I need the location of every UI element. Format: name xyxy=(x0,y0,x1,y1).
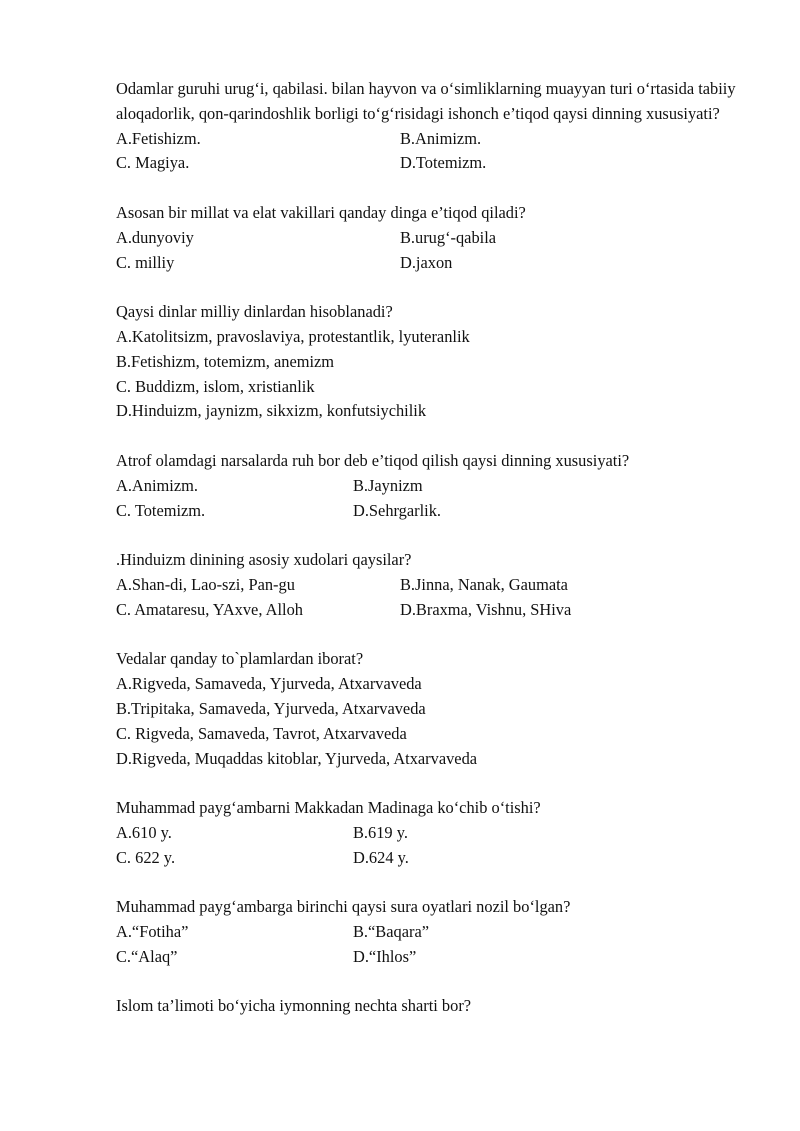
options-row xyxy=(116,474,746,499)
options-row xyxy=(116,945,746,970)
option-c: C. Amataresu, YAxve, Alloh xyxy=(116,599,303,619)
options-row xyxy=(116,151,746,176)
option-b: B.Jinna, Nanak, Gaumata xyxy=(400,574,568,594)
question-6 xyxy=(116,647,746,771)
option-a: A.Animizm. xyxy=(116,475,198,495)
question-text: Atrof olamdagi narsalarda ruh bor deb e’tiqod qilish qaysi dinning xususiyati? xyxy=(116,450,630,470)
option-c: C. Rigveda, Samaveda, Tavrot, Atxarvaveda xyxy=(116,723,407,743)
option-d: D.“Ihlos” xyxy=(353,946,417,966)
question-text: Odamlar guruhi urug‘i, qabilasi. bilan hayvon va o‘simliklarning muayyan turi o‘rtasida tabiiy aloqadorlik, qon-qarindoshlik borligi to‘g‘risidagi ishonch e’tiqod qaysi dinning xususiyati? xyxy=(116,79,736,123)
option-c: C. Magiya. xyxy=(116,153,190,173)
option-b: B.Tripitaka, Samaveda, Yjurveda, Atxarvaveda xyxy=(116,698,426,718)
option-a: A.Shan-di, Lao-szi, Pan-gu xyxy=(116,574,295,594)
option-b: B.619 y. xyxy=(353,822,408,842)
question-7 xyxy=(116,796,746,870)
option-d: D.Hinduizm, jaynizm, sikxizm, konfutsiychilik xyxy=(116,401,427,421)
options-row xyxy=(116,127,746,152)
options-row xyxy=(116,251,746,276)
question-text: Islom ta’limoti bo‘yicha iymonning nechta sharti bor? xyxy=(116,996,472,1016)
question-8 xyxy=(116,895,746,969)
option-b: B.Jaynizm xyxy=(353,475,423,495)
option-b: B.urug‘-qabila xyxy=(400,227,497,247)
options-row xyxy=(116,226,746,251)
option-d: D.Sehrgarlik. xyxy=(353,500,442,520)
option-c: C. Totemizm. xyxy=(116,500,206,520)
options-row xyxy=(116,920,746,945)
options-row xyxy=(116,573,746,598)
option-d: D.624 y. xyxy=(353,847,409,867)
option-d: D.Totemizm. xyxy=(400,153,487,173)
option-b: B.Fetishizm, totemizm, anemizm xyxy=(116,351,335,371)
question-2 xyxy=(116,201,746,275)
option-b: B.Animizm. xyxy=(400,128,482,148)
option-a: A.dunyoviy xyxy=(116,227,194,247)
option-c: C.“Alaq” xyxy=(116,946,178,966)
options-row xyxy=(116,846,746,871)
option-c: C. 622 y. xyxy=(116,847,176,867)
option-a: A.Katolitsizm, pravoslaviya, protestantlik, lyuteranlik xyxy=(116,326,470,346)
option-c: C. milliy xyxy=(116,252,175,272)
question-text: Vedalar qanday to`plamlardan iborat? xyxy=(116,649,364,669)
options-row xyxy=(116,598,746,623)
question-text: Qaysi dinlar milliy dinlardan hisoblanadi? xyxy=(116,302,393,322)
option-a: A.Fetishizm. xyxy=(116,128,201,148)
option-d: D.Braxma, Vishnu, SHiva xyxy=(400,599,572,619)
question-4 xyxy=(116,449,746,523)
question-text: .Hinduizm dinining asosiy xudolari qaysilar? xyxy=(116,550,412,570)
question-3 xyxy=(116,300,746,424)
option-d: D.Rigveda, Muqaddas kitoblar, Yjurveda, Atxarvaveda xyxy=(116,748,478,768)
option-c: C. Buddizm, islom, xristianlik xyxy=(116,376,315,396)
document-page xyxy=(116,77,746,1044)
option-a: A.610 y. xyxy=(116,822,172,842)
question-text: Asosan bir millat va elat vakillari qanday dinga e’tiqod qiladi? xyxy=(116,202,526,222)
question-9 xyxy=(116,994,746,1019)
option-a: A.Rigveda, Samaveda, Yjurveda, Atxarvaveda xyxy=(116,674,422,694)
option-d: D.jaxon xyxy=(400,252,453,272)
question-text: Muhammad payg‘ambarni Makkadan Madinaga ko‘chib o‘tishi? xyxy=(116,798,541,818)
question-5 xyxy=(116,548,746,622)
option-b: B.“Baqara” xyxy=(353,922,429,942)
options-row xyxy=(116,499,746,524)
option-a: A.“Fotiha” xyxy=(116,922,189,942)
question-1 xyxy=(116,77,746,176)
options-row xyxy=(116,821,746,846)
question-text: Muhammad payg‘ambarga birinchi qaysi sura oyatlari nozil bo‘lgan? xyxy=(116,897,571,917)
